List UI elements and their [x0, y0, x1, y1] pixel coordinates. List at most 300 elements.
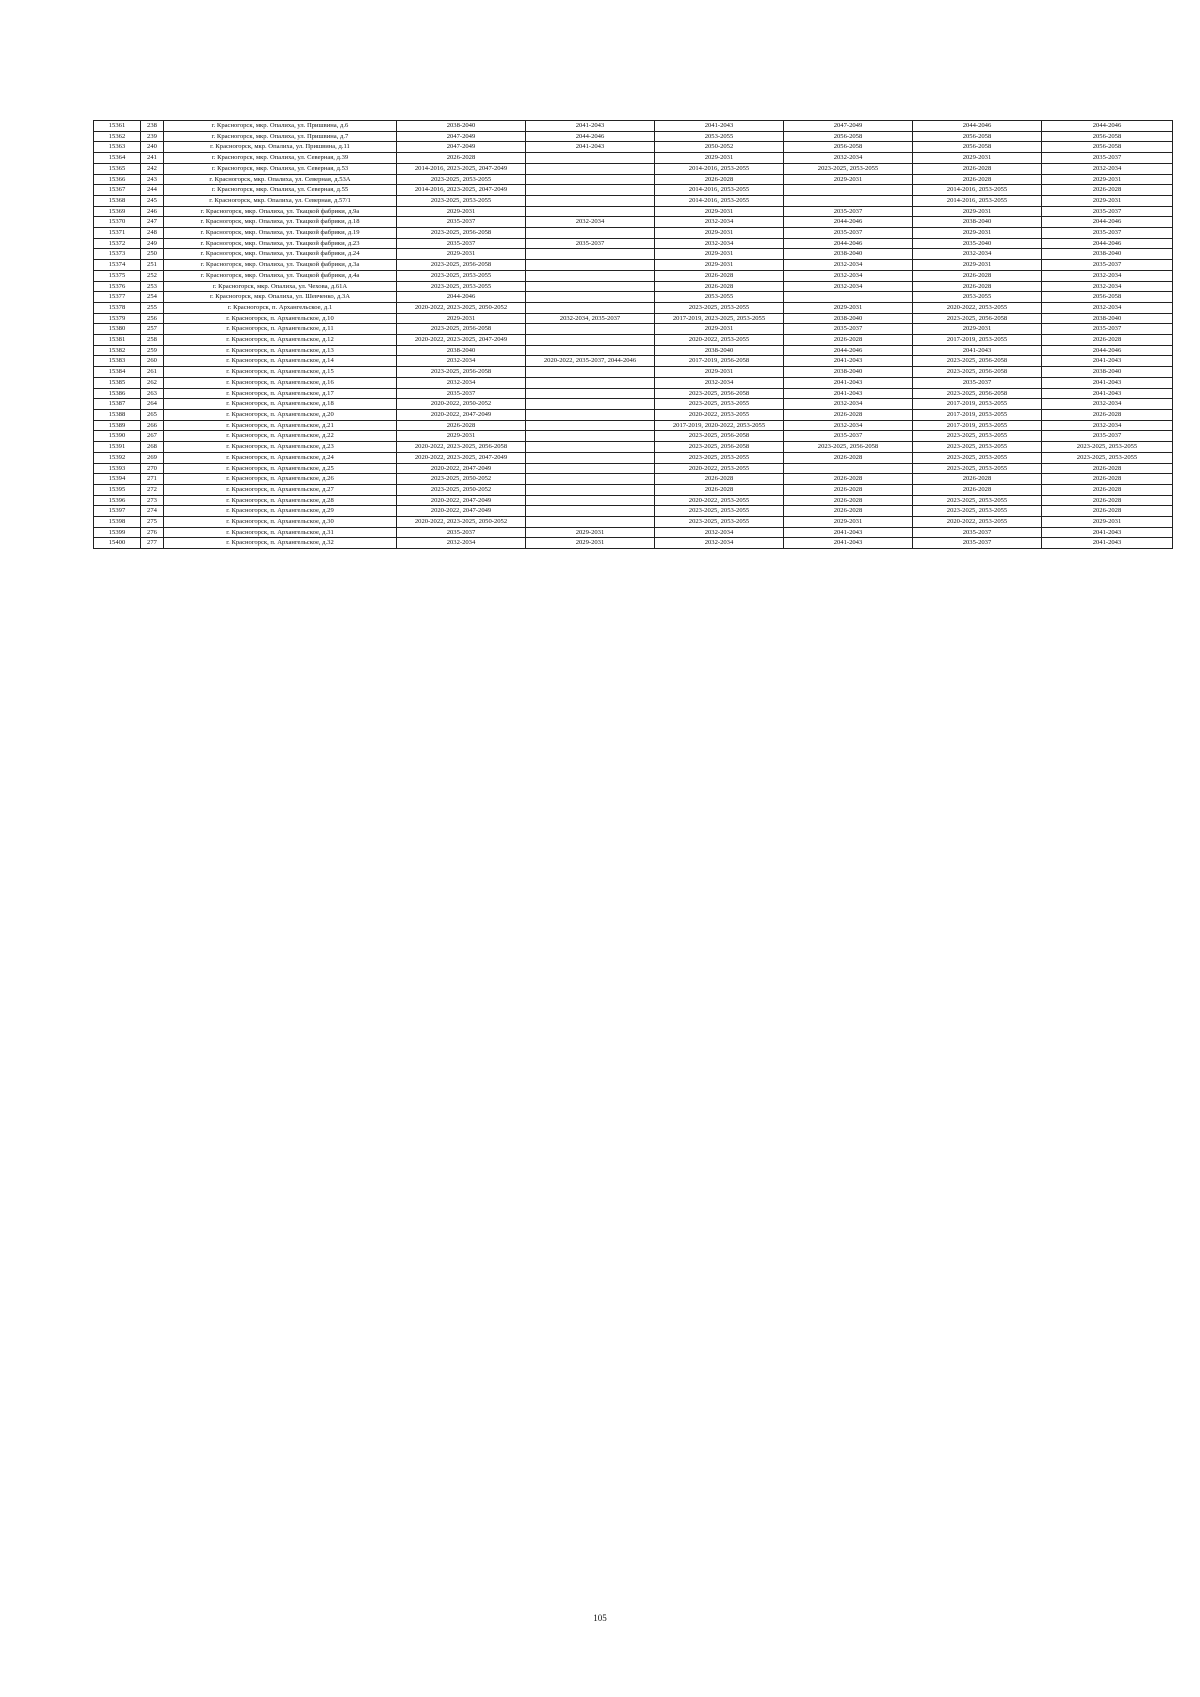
- period-col-5: 2026-2028: [913, 270, 1042, 281]
- table-row: [94, 292, 1173, 303]
- period-col-1: 2020-2022, 2047-2049: [397, 506, 526, 517]
- table-row: [94, 463, 1173, 474]
- period-col-1: 2032-2034: [397, 377, 526, 388]
- period-col-6: 2041-2043: [1042, 527, 1173, 538]
- row-number: 264: [141, 399, 164, 410]
- row-number: 238: [141, 121, 164, 132]
- period-col-2: 2035-2037: [526, 238, 655, 249]
- period-col-3: 2026-2028: [655, 281, 784, 292]
- row-number: 260: [141, 356, 164, 367]
- period-col-1: 2023-2025, 2056-2058: [397, 324, 526, 335]
- period-col-5: 2026-2028: [913, 474, 1042, 485]
- period-col-3: 2017-2019, 2056-2058: [655, 356, 784, 367]
- period-col-5: 2029-2031: [913, 324, 1042, 335]
- table-row: [94, 142, 1173, 153]
- period-col-3: 2023-2025, 2056-2058: [655, 442, 784, 453]
- period-col-4: 2035-2037: [784, 324, 913, 335]
- table-row: [94, 495, 1173, 506]
- period-col-5: 2035-2037: [913, 377, 1042, 388]
- row-register-id: 15385: [94, 377, 141, 388]
- row-number: 249: [141, 238, 164, 249]
- row-address: г. Красногорск, п. Архангельское, д.28: [164, 495, 397, 506]
- period-col-1: 2035-2037: [397, 388, 526, 399]
- row-address: г. Красногорск, мкр. Опалиха, ул. Пришвина, д.11: [164, 142, 397, 153]
- period-col-3: 2050-2052: [655, 142, 784, 153]
- table-row: [94, 238, 1173, 249]
- period-col-2: [526, 345, 655, 356]
- period-col-6: 2026-2028: [1042, 463, 1173, 474]
- period-col-5: 2023-2025, 2053-2055: [913, 463, 1042, 474]
- period-col-4: 2032-2034: [784, 420, 913, 431]
- row-register-id: 15380: [94, 324, 141, 335]
- table-row: [94, 345, 1173, 356]
- period-col-6: 2032-2034: [1042, 420, 1173, 431]
- period-col-4: 2032-2034: [784, 270, 913, 281]
- period-col-1: 2020-2022, 2023-2025, 2047-2049: [397, 335, 526, 346]
- period-col-2: [526, 474, 655, 485]
- period-col-5: 2023-2025, 2053-2055: [913, 452, 1042, 463]
- period-col-2: [526, 517, 655, 528]
- row-address: г. Красногорск, п. Архангельское, д.32: [164, 538, 397, 549]
- row-address: г. Красногорск, п. Архангельское, д.29: [164, 506, 397, 517]
- row-address: г. Красногорск, п. Архангельское, д.13: [164, 345, 397, 356]
- period-col-3: 2032-2034: [655, 538, 784, 549]
- period-col-1: 2023-2025, 2053-2055: [397, 270, 526, 281]
- period-col-4: 2029-2031: [784, 174, 913, 185]
- period-col-6: 2032-2034: [1042, 281, 1173, 292]
- row-register-id: 15387: [94, 399, 141, 410]
- period-col-5: 2044-2046: [913, 121, 1042, 132]
- period-col-4: 2041-2043: [784, 388, 913, 399]
- row-register-id: 15382: [94, 345, 141, 356]
- period-col-4: 2029-2031: [784, 517, 913, 528]
- period-col-5: 2035-2037: [913, 538, 1042, 549]
- period-col-2: [526, 420, 655, 431]
- period-col-2: 2041-2043: [526, 121, 655, 132]
- row-address: г. Красногорск, п. Архангельское, д.22: [164, 431, 397, 442]
- row-address: г. Красногорск, мкр. Опалиха, ул. Ткацкой фабрики, д.23: [164, 238, 397, 249]
- period-col-3: 2023-2025, 2053-2055: [655, 452, 784, 463]
- period-col-4: 2026-2028: [784, 335, 913, 346]
- period-col-2: [526, 388, 655, 399]
- row-register-id: 15391: [94, 442, 141, 453]
- row-address: г. Красногорск, п. Архангельское, д.17: [164, 388, 397, 399]
- period-col-1: 2023-2025, 2050-2052: [397, 474, 526, 485]
- row-address: г. Красногорск, п. Архангельское, д.16: [164, 377, 397, 388]
- row-register-id: 15361: [94, 121, 141, 132]
- table-row: [94, 185, 1173, 196]
- period-col-4: 2032-2034: [784, 399, 913, 410]
- table-row: [94, 313, 1173, 324]
- period-col-2: [526, 260, 655, 271]
- period-col-6: 2044-2046: [1042, 345, 1173, 356]
- period-col-6: 2032-2034: [1042, 163, 1173, 174]
- period-col-1: 2029-2031: [397, 431, 526, 442]
- period-col-6: 2029-2031: [1042, 517, 1173, 528]
- table-row: [94, 377, 1173, 388]
- period-col-3: 2023-2025, 2053-2055: [655, 506, 784, 517]
- period-col-2: [526, 431, 655, 442]
- period-col-3: 2053-2055: [655, 292, 784, 303]
- period-col-4: 2035-2037: [784, 431, 913, 442]
- period-col-3: 2017-2019, 2020-2022, 2053-2055: [655, 420, 784, 431]
- period-col-1: 2020-2022, 2047-2049: [397, 409, 526, 420]
- row-address: г. Красногорск, п. Архангельское, д.15: [164, 367, 397, 378]
- period-col-4: 2035-2037: [784, 228, 913, 239]
- period-col-5: 2023-2025, 2053-2055: [913, 431, 1042, 442]
- period-col-3: 2029-2031: [655, 153, 784, 164]
- table-row: [94, 153, 1173, 164]
- period-col-2: [526, 463, 655, 474]
- period-col-5: 2023-2025, 2056-2058: [913, 367, 1042, 378]
- table-row: [94, 431, 1173, 442]
- period-col-2: [526, 409, 655, 420]
- period-col-6: 2035-2037: [1042, 228, 1173, 239]
- period-col-4: 2023-2025, 2056-2058: [784, 442, 913, 453]
- row-register-id: 15368: [94, 195, 141, 206]
- period-col-1: 2023-2025, 2056-2058: [397, 228, 526, 239]
- table-row: [94, 260, 1173, 271]
- row-register-id: 15386: [94, 388, 141, 399]
- row-register-id: 15367: [94, 185, 141, 196]
- period-col-3: 2026-2028: [655, 174, 784, 185]
- period-col-2: 2044-2046: [526, 131, 655, 142]
- row-number: 245: [141, 195, 164, 206]
- period-col-2: [526, 495, 655, 506]
- period-col-5: 2023-2025, 2056-2058: [913, 356, 1042, 367]
- period-col-6: 2035-2037: [1042, 260, 1173, 271]
- table-row: [94, 281, 1173, 292]
- period-col-1: 2023-2025, 2050-2052: [397, 484, 526, 495]
- row-number: 243: [141, 174, 164, 185]
- period-col-3: 2029-2031: [655, 249, 784, 260]
- row-number: 247: [141, 217, 164, 228]
- row-address: г. Красногорск, мкр. Опалиха, ул. Северная, д.39: [164, 153, 397, 164]
- page-number: 105: [593, 1613, 607, 1623]
- table-row: [94, 367, 1173, 378]
- row-number: 252: [141, 270, 164, 281]
- row-address: г. Красногорск, п. Архангельское, д.1: [164, 302, 397, 313]
- table-row: [94, 388, 1173, 399]
- period-col-5: 2023-2025, 2056-2058: [913, 313, 1042, 324]
- period-col-3: 2023-2025, 2056-2058: [655, 388, 784, 399]
- period-col-2: 2032-2034: [526, 217, 655, 228]
- period-col-4: 2041-2043: [784, 356, 913, 367]
- row-number: 258: [141, 335, 164, 346]
- period-col-1: 2020-2022, 2050-2052: [397, 399, 526, 410]
- period-col-1: 2020-2022, 2023-2025, 2047-2049: [397, 452, 526, 463]
- period-col-1: 2029-2031: [397, 249, 526, 260]
- table-row: [94, 356, 1173, 367]
- row-register-id: 15384: [94, 367, 141, 378]
- row-register-id: 15377: [94, 292, 141, 303]
- period-col-1: 2029-2031: [397, 313, 526, 324]
- row-address: г. Красногорск, п. Архангельское, д.20: [164, 409, 397, 420]
- period-col-2: [526, 281, 655, 292]
- row-number: 266: [141, 420, 164, 431]
- period-col-2: 2029-2031: [526, 538, 655, 549]
- row-address: г. Красногорск, п. Архангельское, д.31: [164, 527, 397, 538]
- row-address: г. Красногорск, п. Архангельское, д.14: [164, 356, 397, 367]
- period-col-3: 2026-2028: [655, 484, 784, 495]
- row-register-id: 15378: [94, 302, 141, 313]
- row-address: г. Красногорск, п. Архангельское, д.18: [164, 399, 397, 410]
- period-col-6: 2038-2040: [1042, 367, 1173, 378]
- period-col-3: 2041-2043: [655, 121, 784, 132]
- row-address: г. Красногорск, п. Архангельское, д.21: [164, 420, 397, 431]
- period-col-4: 2044-2046: [784, 217, 913, 228]
- period-col-3: 2032-2034: [655, 217, 784, 228]
- period-col-4: 2041-2043: [784, 377, 913, 388]
- table-row: [94, 163, 1173, 174]
- row-number: 256: [141, 313, 164, 324]
- period-col-4: 2026-2028: [784, 409, 913, 420]
- row-register-id: 15369: [94, 206, 141, 217]
- table-row: [94, 217, 1173, 228]
- period-col-5: 2023-2025, 2053-2055: [913, 495, 1042, 506]
- row-register-id: 15371: [94, 228, 141, 239]
- period-col-5: 2023-2025, 2053-2055: [913, 506, 1042, 517]
- period-col-5: 2017-2019, 2053-2055: [913, 420, 1042, 431]
- period-col-6: 2026-2028: [1042, 484, 1173, 495]
- period-col-6: 2026-2028: [1042, 335, 1173, 346]
- period-col-1: 2020-2022, 2023-2025, 2050-2052: [397, 302, 526, 313]
- period-col-1: 2023-2025, 2053-2055: [397, 174, 526, 185]
- period-col-6: 2032-2034: [1042, 302, 1173, 313]
- period-col-3: 2023-2025, 2053-2055: [655, 399, 784, 410]
- period-col-4: [784, 195, 913, 206]
- row-register-id: 15379: [94, 313, 141, 324]
- row-address: г. Красногорск, п. Архангельское, д.24: [164, 452, 397, 463]
- period-col-3: 2014-2016, 2053-2055: [655, 195, 784, 206]
- table-row: [94, 121, 1173, 132]
- table-row: [94, 249, 1173, 260]
- register-sheet: [93, 120, 1138, 549]
- period-col-1: 2023-2025, 2053-2055: [397, 281, 526, 292]
- table-row: [94, 527, 1173, 538]
- period-col-1: 2038-2040: [397, 345, 526, 356]
- period-col-3: 2017-2019, 2023-2025, 2053-2055: [655, 313, 784, 324]
- row-address: г. Красногорск, п. Архангельское, д.23: [164, 442, 397, 453]
- period-col-1: 2035-2037: [397, 527, 526, 538]
- table-row: [94, 517, 1173, 528]
- period-col-6: 2035-2037: [1042, 153, 1173, 164]
- table-row: [94, 270, 1173, 281]
- table-row: [94, 302, 1173, 313]
- row-address: г. Красногорск, мкр. Опалиха, ул. Ткацкой фабрики, д.4а: [164, 270, 397, 281]
- period-col-2: [526, 153, 655, 164]
- period-col-5: 2023-2025, 2053-2055: [913, 442, 1042, 453]
- period-col-5: 2020-2022, 2053-2055: [913, 517, 1042, 528]
- row-register-id: 15370: [94, 217, 141, 228]
- period-col-6: 2056-2058: [1042, 131, 1173, 142]
- row-address: г. Красногорск, п. Архангельское, д.25: [164, 463, 397, 474]
- row-address: г. Красногорск, п. Архангельское, д.27: [164, 484, 397, 495]
- row-address: г. Красногорск, мкр. Опалиха, ул. Ткацкой фабрики, д.19: [164, 228, 397, 239]
- period-col-2: [526, 249, 655, 260]
- row-address: г. Красногорск, мкр. Опалиха, ул. Северная, д.53А: [164, 174, 397, 185]
- period-col-2: 2020-2022, 2035-2037, 2044-2046: [526, 356, 655, 367]
- row-number: 277: [141, 538, 164, 549]
- period-col-5: 2017-2019, 2053-2055: [913, 335, 1042, 346]
- row-address: г. Красногорск, п. Архангельское, д.11: [164, 324, 397, 335]
- period-col-4: 2029-2031: [784, 302, 913, 313]
- period-col-4: 2026-2028: [784, 495, 913, 506]
- row-address: г. Красногорск, п. Архангельское, д.10: [164, 313, 397, 324]
- row-register-id: 15374: [94, 260, 141, 271]
- period-col-2: [526, 163, 655, 174]
- period-col-6: 2026-2028: [1042, 409, 1173, 420]
- row-number: 242: [141, 163, 164, 174]
- period-col-3: 2026-2028: [655, 474, 784, 485]
- row-register-id: 15400: [94, 538, 141, 549]
- period-col-2: [526, 270, 655, 281]
- period-col-1: 2020-2022, 2047-2049: [397, 495, 526, 506]
- row-number: 274: [141, 506, 164, 517]
- period-col-2: [526, 185, 655, 196]
- period-col-2: [526, 506, 655, 517]
- row-number: 271: [141, 474, 164, 485]
- period-col-3: 2014-2016, 2053-2055: [655, 163, 784, 174]
- period-col-4: 2041-2043: [784, 538, 913, 549]
- period-col-6: 2044-2046: [1042, 121, 1173, 132]
- period-col-1: 2023-2025, 2056-2058: [397, 367, 526, 378]
- period-col-1: 2035-2037: [397, 238, 526, 249]
- table-row: [94, 324, 1173, 335]
- period-col-6: 2032-2034: [1042, 399, 1173, 410]
- period-col-3: 2023-2025, 2053-2055: [655, 517, 784, 528]
- period-col-3: 2029-2031: [655, 367, 784, 378]
- period-col-3: 2020-2022, 2053-2055: [655, 409, 784, 420]
- row-number: 240: [141, 142, 164, 153]
- period-col-5: 2041-2043: [913, 345, 1042, 356]
- table-row: [94, 474, 1173, 485]
- period-col-1: 2020-2022, 2023-2025, 2056-2058: [397, 442, 526, 453]
- period-col-5: 2032-2034: [913, 249, 1042, 260]
- row-address: г. Красногорск, мкр. Опалиха, ул. Ткацкой фабрики, д.9а: [164, 206, 397, 217]
- row-register-id: 15396: [94, 495, 141, 506]
- period-col-4: 2056-2058: [784, 131, 913, 142]
- row-register-id: 15393: [94, 463, 141, 474]
- period-col-4: 2035-2037: [784, 206, 913, 217]
- period-col-5: 2029-2031: [913, 260, 1042, 271]
- table-row: [94, 538, 1173, 549]
- row-number: 268: [141, 442, 164, 453]
- row-number: 276: [141, 527, 164, 538]
- period-col-1: 2020-2022, 2023-2025, 2050-2052: [397, 517, 526, 528]
- period-col-1: 2047-2049: [397, 131, 526, 142]
- period-col-1: 2023-2025, 2056-2058: [397, 260, 526, 271]
- table-row: [94, 452, 1173, 463]
- period-col-2: [526, 367, 655, 378]
- period-col-5: 2026-2028: [913, 484, 1042, 495]
- period-col-1: 2029-2031: [397, 206, 526, 217]
- row-number: 272: [141, 484, 164, 495]
- row-register-id: 15365: [94, 163, 141, 174]
- period-col-5: 2017-2019, 2053-2055: [913, 409, 1042, 420]
- period-col-6: 2026-2028: [1042, 474, 1173, 485]
- period-col-1: 2026-2028: [397, 153, 526, 164]
- period-col-3: 2023-2025, 2053-2055: [655, 302, 784, 313]
- row-address: г. Красногорск, мкр. Опалиха, ул. Северная, д.53: [164, 163, 397, 174]
- row-number: 265: [141, 409, 164, 420]
- period-col-2: [526, 377, 655, 388]
- period-col-6: 2029-2031: [1042, 195, 1173, 206]
- row-address: г. Красногорск, мкр. Опалиха, ул. Северная, д.55: [164, 185, 397, 196]
- row-number: 251: [141, 260, 164, 271]
- period-col-4: 2032-2034: [784, 260, 913, 271]
- period-col-4: 2026-2028: [784, 484, 913, 495]
- period-col-5: 2038-2040: [913, 217, 1042, 228]
- period-col-3: 2032-2034: [655, 377, 784, 388]
- table-row: [94, 228, 1173, 239]
- period-col-6: 2056-2058: [1042, 142, 1173, 153]
- period-col-4: 2038-2040: [784, 367, 913, 378]
- period-col-1: 2020-2022, 2047-2049: [397, 463, 526, 474]
- period-col-1: 2023-2025, 2053-2055: [397, 195, 526, 206]
- period-col-5: 2035-2040: [913, 238, 1042, 249]
- period-col-3: 2029-2031: [655, 324, 784, 335]
- period-col-6: 2041-2043: [1042, 356, 1173, 367]
- period-col-6: 2041-2043: [1042, 538, 1173, 549]
- period-col-3: 2026-2028: [655, 270, 784, 281]
- period-col-4: 2026-2028: [784, 452, 913, 463]
- row-number: 259: [141, 345, 164, 356]
- period-col-5: 2026-2028: [913, 163, 1042, 174]
- row-register-id: 15390: [94, 431, 141, 442]
- period-col-2: [526, 206, 655, 217]
- period-col-3: 2029-2031: [655, 260, 784, 271]
- row-register-id: 15366: [94, 174, 141, 185]
- period-col-1: 2014-2016, 2023-2025, 2047-2049: [397, 185, 526, 196]
- period-col-2: [526, 399, 655, 410]
- period-col-2: [526, 228, 655, 239]
- row-address: г. Красногорск, мкр. Опалиха, ул. Северная, д.57/1: [164, 195, 397, 206]
- row-address: г. Красногорск, мкр. Опалиха, ул. Пришвина, д.7: [164, 131, 397, 142]
- period-col-5: 2026-2028: [913, 174, 1042, 185]
- period-col-4: 2032-2034: [784, 153, 913, 164]
- table-row: [94, 174, 1173, 185]
- housing-register-table: [93, 120, 1173, 549]
- row-number: 267: [141, 431, 164, 442]
- row-number: 270: [141, 463, 164, 474]
- period-col-6: 2026-2028: [1042, 506, 1173, 517]
- row-number: 273: [141, 495, 164, 506]
- period-col-1: 2014-2016, 2023-2025, 2047-2049: [397, 163, 526, 174]
- period-col-3: 2032-2034: [655, 527, 784, 538]
- period-col-2: [526, 195, 655, 206]
- table-row: [94, 206, 1173, 217]
- period-col-2: [526, 484, 655, 495]
- period-col-3: 2020-2022, 2053-2055: [655, 495, 784, 506]
- row-address: г. Красногорск, мкр. Опалиха, ул. Ткацкой фабрики, д.18: [164, 217, 397, 228]
- period-col-6: 2038-2040: [1042, 313, 1173, 324]
- period-col-4: 2038-2040: [784, 313, 913, 324]
- period-col-3: 2023-2025, 2056-2058: [655, 431, 784, 442]
- row-number: 257: [141, 324, 164, 335]
- period-col-1: 2047-2049: [397, 142, 526, 153]
- period-col-6: 2026-2028: [1042, 185, 1173, 196]
- table-row: [94, 420, 1173, 431]
- period-col-6: 2029-2031: [1042, 174, 1173, 185]
- period-col-2: 2041-2043: [526, 142, 655, 153]
- row-number: 275: [141, 517, 164, 528]
- row-address: г. Красногорск, п. Архангельское, д.12: [164, 335, 397, 346]
- period-col-4: 2044-2046: [784, 345, 913, 356]
- period-col-4: 2056-2058: [784, 142, 913, 153]
- period-col-3: 2014-2016, 2053-2055: [655, 185, 784, 196]
- row-number: 241: [141, 153, 164, 164]
